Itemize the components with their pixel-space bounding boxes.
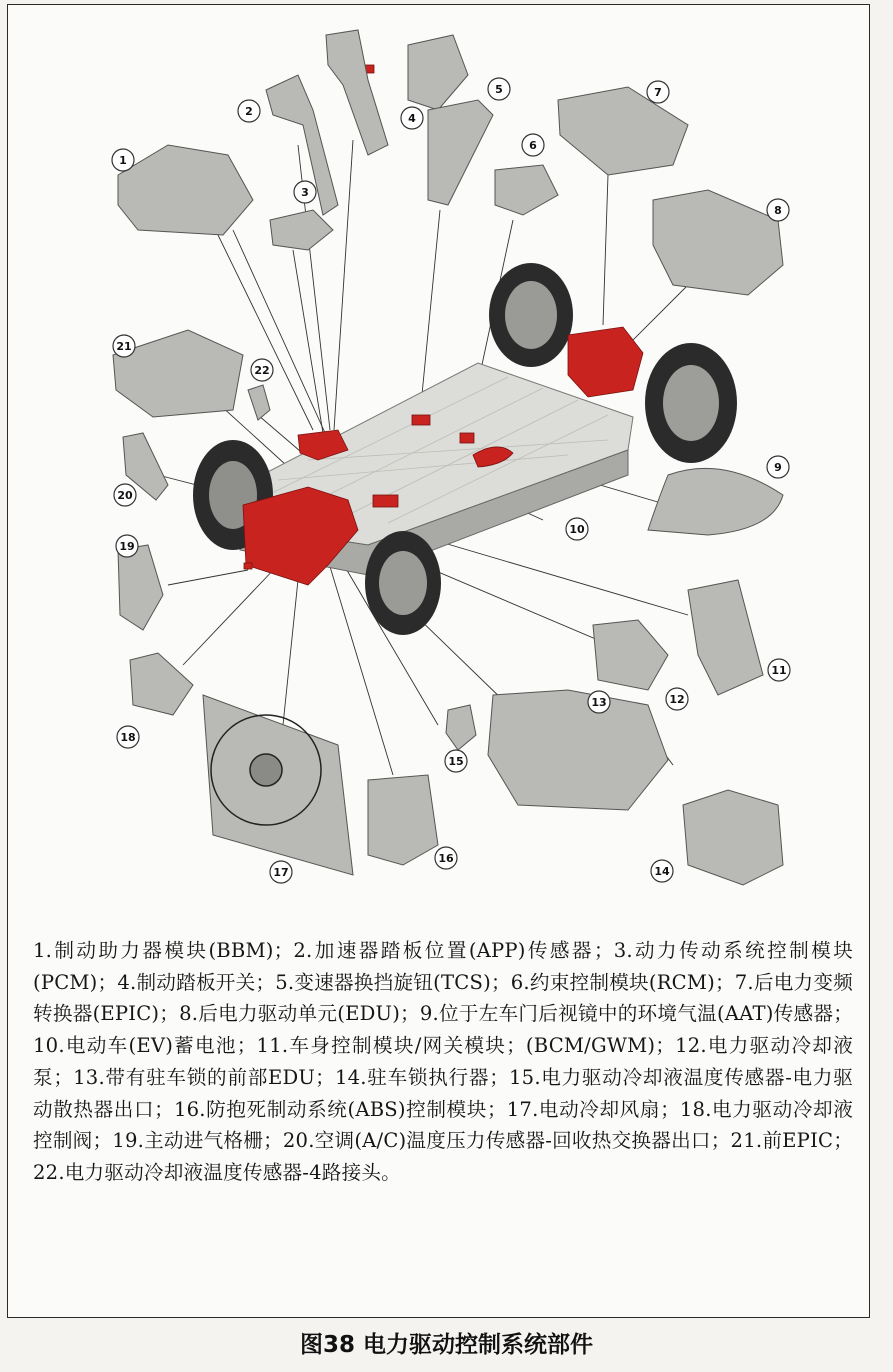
figure-caption: 图38 电力驱动控制系统部件: [299, 1332, 593, 1358]
callout-8: [767, 199, 789, 221]
callout-11: [768, 659, 790, 681]
callout-18: [117, 726, 139, 748]
legend-text: 1.制动助力器模块(BBM)；2.加速器踏板位置(APP)传感器；3.动力传动系统控制模块(PCM)；4.制动踏板开关；5.变速器换挡旋钮(TCS)；6.约束控制模块(RCM)；7.后电力变频转换器(EPIC)；8.后电力驱动单元(EDU)；9.位于左车门后视镜中的环境气温(AAT)传感器；10.电动车(EV)蓄电池；11.车身控制模块/网关模块；(BCM/GWM)；12.电力驱动冷却液泵；13.带有驻车锁的前部EDU；14.驻车锁执行器；15.电力驱动冷却液温度传感器-电力驱动散热器出口；16.防抱死制动系统(ABS)控制模块；17.电动冷却风扇；18.电力驱动冷却液控制阀；19.主动进气格栅；20.空调(A/C)温度压力传感器-回收热交换器出口；21.前EPIC；22.电力驱动冷却液温度传感器-4路接头。: [33, 939, 853, 1184]
callout-label: 4: [408, 112, 416, 125]
callout-label: 18: [120, 731, 136, 744]
callout-13: [588, 691, 610, 713]
callout-label: 7: [654, 86, 662, 99]
callout-2: [238, 100, 260, 122]
callout-label: 5: [495, 83, 503, 96]
component-diagram: [8, 5, 869, 925]
callout-label: 1: [119, 154, 127, 167]
callout-4: [401, 107, 423, 129]
callout-label: 11: [771, 664, 787, 677]
callout-label: 22: [254, 364, 270, 377]
callout-22: [251, 359, 273, 381]
callout-label: 20: [117, 489, 133, 502]
callout-label: 17: [273, 866, 289, 879]
callout-1: [112, 149, 134, 171]
callout-label: 16: [438, 852, 454, 865]
callout-label: 14: [654, 865, 670, 878]
callout-3: [294, 181, 316, 203]
callout-7: [647, 81, 669, 103]
callout-label: 12: [669, 693, 685, 706]
callout-16: [435, 847, 457, 869]
callout-label: 6: [529, 139, 537, 152]
callout-label: 3: [301, 186, 309, 199]
callout-15: [445, 750, 467, 772]
callout-20: [114, 484, 136, 506]
ev-chassis: [193, 263, 737, 635]
callout-label: 19: [119, 540, 135, 553]
callout-5: [488, 78, 510, 100]
figure-frame: [7, 4, 870, 1318]
callout-label: 2: [245, 105, 253, 118]
callout-label: 13: [591, 696, 607, 709]
callout-label: 21: [116, 340, 132, 353]
callout-6: [522, 134, 544, 156]
callout-14: [651, 860, 673, 882]
callout-12: [666, 688, 688, 710]
callout-label: 8: [774, 204, 782, 217]
callout-label: 9: [774, 461, 782, 474]
callout-19: [116, 535, 138, 557]
callout-21: [113, 335, 135, 357]
callout-9: [767, 456, 789, 478]
callout-label: 10: [569, 523, 585, 536]
legend: [33, 935, 853, 1189]
callout-10: [566, 518, 588, 540]
callout-label: 15: [448, 755, 464, 768]
callout-17: [270, 861, 292, 883]
